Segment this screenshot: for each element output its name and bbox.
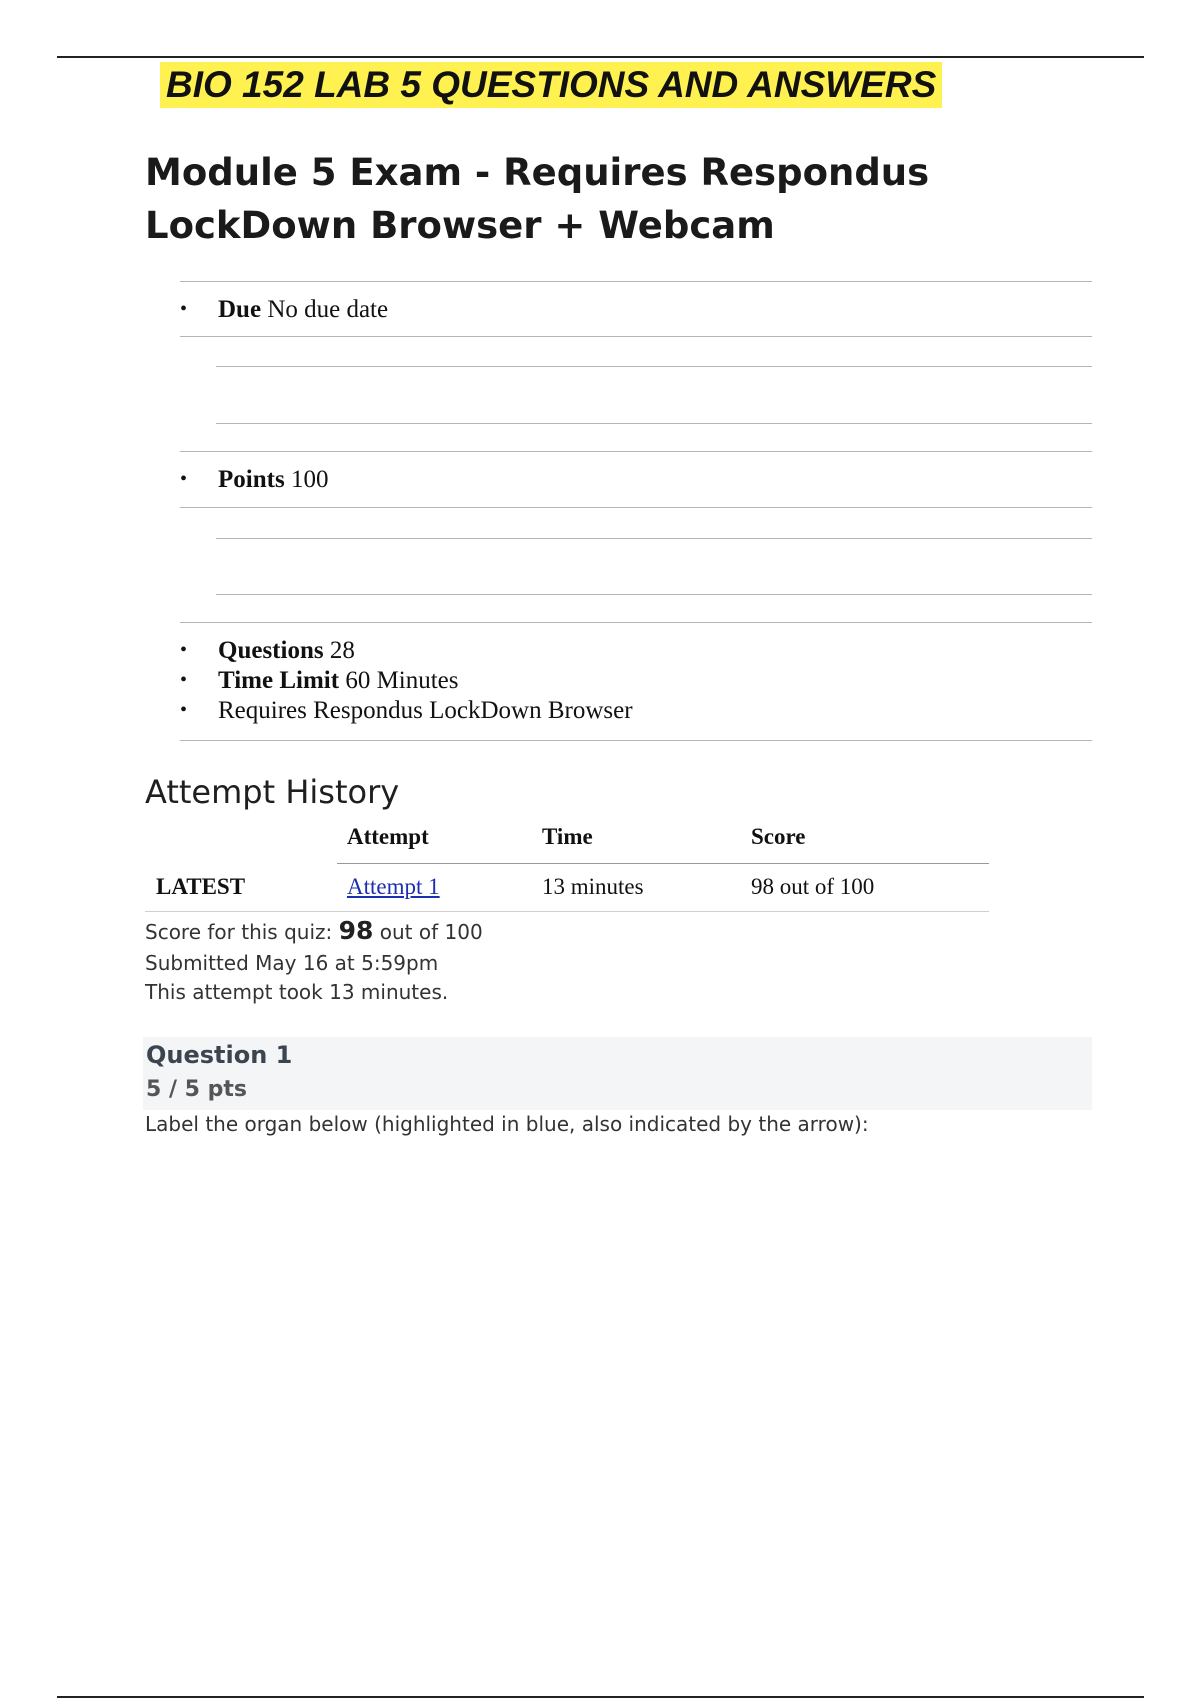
divider xyxy=(180,622,1092,623)
points-label: Points xyxy=(218,466,285,493)
attempt-time: 13 minutes xyxy=(542,874,644,899)
divider xyxy=(180,336,1092,337)
divider xyxy=(216,366,1092,367)
quiz-score-line xyxy=(145,916,483,947)
question-points: 5 / 5 pts xyxy=(146,1077,247,1102)
duration-line: This attempt took 13 minutes. xyxy=(145,980,449,1004)
bullet-icon: • xyxy=(180,669,188,691)
time-limit-row xyxy=(180,665,459,696)
time-limit-label: Time Limit xyxy=(218,667,340,694)
score-prefix: Score for this quiz: xyxy=(145,920,339,944)
submitted-line: Submitted May 16 at 5:59pm xyxy=(145,951,439,975)
attempt-history-heading: Attempt History xyxy=(145,773,400,811)
due-row xyxy=(180,294,388,325)
bottom-page-rule xyxy=(57,1696,1144,1698)
due-label: Due xyxy=(218,296,262,323)
points-value: 100 xyxy=(290,466,329,493)
requirement-row xyxy=(180,695,633,726)
attempt-link[interactable]: Attempt 1 xyxy=(347,874,440,899)
points-row xyxy=(180,464,328,495)
column-header-score: Score xyxy=(751,824,806,849)
questions-label: Questions xyxy=(218,637,324,664)
divider xyxy=(180,740,1092,741)
due-value: No due date xyxy=(267,296,389,323)
table-row-divider xyxy=(145,911,989,912)
bullet-icon: • xyxy=(180,639,188,661)
bullet-icon: • xyxy=(180,699,188,721)
questions-value: 28 xyxy=(329,637,355,664)
attempt-score: 98 out of 100 xyxy=(751,874,875,899)
requirement-text: Requires Respondus LockDown Browser xyxy=(218,697,633,724)
divider xyxy=(216,423,1092,424)
divider xyxy=(180,451,1092,452)
score-suffix: out of 100 xyxy=(373,920,483,944)
divider xyxy=(180,281,1092,282)
table-header-divider xyxy=(337,863,989,864)
top-page-rule xyxy=(57,56,1144,58)
divider xyxy=(180,507,1092,508)
questions-row xyxy=(180,635,355,666)
divider xyxy=(216,594,1092,595)
bullet-icon: • xyxy=(180,298,188,320)
bullet-icon: • xyxy=(180,468,188,490)
column-header-attempt: Attempt xyxy=(347,824,429,849)
exam-title: Module 5 Exam - Requires Respondus LockDown Browser + Webcam xyxy=(145,151,930,247)
question-text: Label the organ below (highlighted in blue, also indicated by the arrow): xyxy=(145,1112,869,1136)
column-header-time: Time xyxy=(542,824,593,849)
document-title: BIO 152 LAB 5 QUESTIONS AND ANSWERS xyxy=(160,62,942,108)
latest-tag: LATEST xyxy=(156,874,246,899)
score-value: 98 xyxy=(338,916,374,945)
time-limit-value: 60 Minutes xyxy=(345,667,459,694)
question-title: Question 1 xyxy=(146,1041,293,1069)
divider xyxy=(216,538,1092,539)
